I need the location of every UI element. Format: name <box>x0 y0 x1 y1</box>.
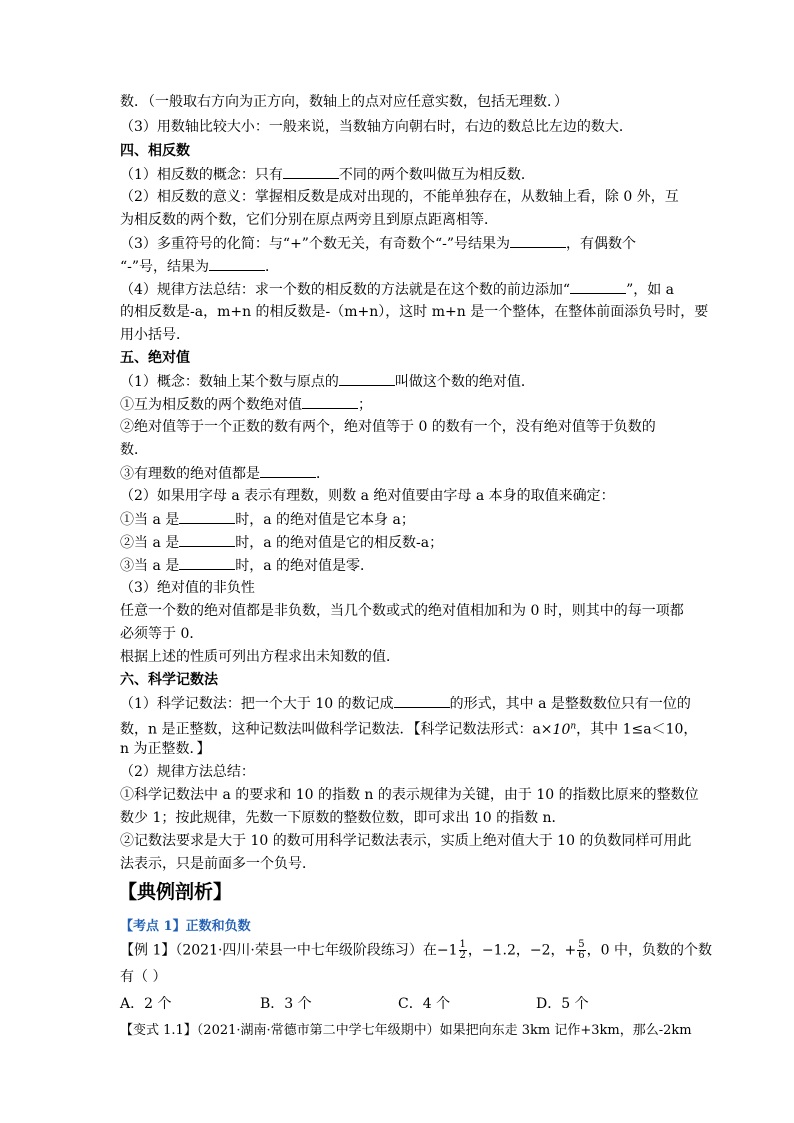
fill-blank <box>209 256 265 271</box>
answer-options <box>120 994 680 1014</box>
text-line: ②记数法要求是大于 10 的数可用科学记数法表示，实质上绝对值大于 10 的负数同样可用此 <box>120 833 692 849</box>
fill-blank <box>302 394 358 409</box>
fill-blank <box>260 463 316 478</box>
text-line: （3）多重符号的化简：与“+”个数无关，有奇数个“-”号结果为 ，有偶数个 <box>120 233 636 254</box>
fill-blank <box>283 164 339 179</box>
text-line: （2）规律方法总结： <box>120 764 255 780</box>
text-line: “-”号，结果为 ． <box>120 256 279 277</box>
example-question: 【例 1】（2021·四川·荣县一中七年级阶段练习）在−1 $\frac{1}{2}$ ，−1.2，−2，+ $\frac{5}{6}$ ，0 中，负数的个数 <box>120 939 713 961</box>
fill-blank <box>179 555 235 570</box>
text-line: （3）用数轴比较大小：一般来说，当数轴方向朝右时，右边的数总比左边的数大． <box>120 119 633 135</box>
option-d: D．5 个 <box>536 996 589 1012</box>
text-line: （4）规律方法总结：求一个数的相反数的方法就是在这个数的前边添加“ ”，如 a <box>120 279 674 300</box>
section-heading: 四、相反数 <box>120 143 190 159</box>
power-ten: 10$^n$ <box>552 721 577 738</box>
text-line: 的相反数是-a，m+n 的相反数是-（m+n），这时 m+n 是一个整体，在整体前面添负号时，要 <box>120 304 709 320</box>
text-line: 为相反数的两个数，它们分别在原点两旁且到原点距离相等． <box>120 212 498 228</box>
fill-blank <box>394 693 450 708</box>
text-line: ①科学记数法中 a 的要求和 10 的指数 n 的表示规律为关键，由于 10 的指数比原来的整数位 <box>120 787 699 803</box>
fill-blank <box>179 509 235 524</box>
fill-blank <box>510 233 566 248</box>
text-line: n 为正整数．】 <box>120 741 211 757</box>
text-line: 根据上述的性质可列出方程求出未知数的值． <box>120 649 400 665</box>
section-heading: 六、科学记数法 <box>120 672 218 688</box>
text-line: 数，n 是正整数，这种记数法叫做科学记数法．【科学记数法形式：$a\times 10^n$，其中 1≤a＜10， <box>120 721 698 738</box>
fill-blank <box>179 532 235 547</box>
text-line: ②当 a 是 时，a 的绝对值是它的相反数-a； <box>120 532 443 553</box>
topic-label: 【考点 1】正数和负数 <box>120 919 251 934</box>
text-line: 数少 1；按此规律，先数一下原数的整数位数，即可求出 10 的指数 n． <box>120 810 566 826</box>
text-line: （3）绝对值的非负性 <box>120 580 255 596</box>
fraction: $\frac{5}{6}$ <box>578 939 585 961</box>
text-line: 有（ ） <box>120 969 167 985</box>
fill-blank <box>339 371 395 386</box>
fraction: $\frac{1}{2}$ <box>459 939 466 961</box>
text-line: 法表示，只是前面多一个负号． <box>120 856 316 872</box>
section-title: 【典例剖析】 <box>118 881 233 903</box>
variant-question: 【变式 1.1】（2021·湖南·常德市第二中学七年级期中）如果把向东走 3km 记作+3km，那么-2km <box>120 1023 692 1038</box>
option-a: A．2 个 <box>120 996 172 1012</box>
text-line: 必须等于 0． <box>120 626 204 642</box>
text-line: （1）概念：数轴上某个数与原点的 叫做这个数的绝对值． <box>120 371 535 392</box>
text-line: （2）如果用字母 a 表示有理数，则数 a 绝对值要由字母 a 本身的取值来确定： <box>120 488 615 504</box>
text-line: 数． <box>120 442 148 458</box>
text-line: ①当 a 是 时，a 的绝对值是它本身 a； <box>120 509 415 530</box>
text-line: ②绝对值等于一个正数的数有两个，绝对值等于 0 的数有一个，没有绝对值等于负数的 <box>120 419 656 435</box>
text-line: ①互为相反数的两个数绝对值 ； <box>120 394 372 415</box>
text-line: ③当 a 是 时，a 的绝对值是零． <box>120 555 374 576</box>
text-line: （1）科学记数法：把一个大于 10 的数记成 的形式，其中 a 是整数数位只有一位的 <box>120 693 691 714</box>
text-line: 用小括号． <box>120 327 190 343</box>
text-line: 任意一个数的绝对值都是非负数，当几个数或式的绝对值相加和为 0 时，则其中的每一项都 <box>120 603 684 619</box>
option-c: C．4 个 <box>398 996 451 1012</box>
option-b: B．3 个 <box>260 996 312 1012</box>
fill-blank <box>570 279 626 294</box>
text-line: （1）相反数的概念：只有 不同的两个数叫做互为相反数． <box>120 164 535 185</box>
text-line: （2）相反数的意义：掌握相反数是成对出现的，不能单独存在，从数轴上看，除 0 外，互 <box>120 189 679 205</box>
text-line: ③有理数的绝对值都是 ． <box>120 463 330 484</box>
section-heading: 五、绝对值 <box>120 350 190 366</box>
text-line: 数．（一般取右方向为正方向，数轴上的点对应任意实数，包括无理数．） <box>120 94 568 110</box>
